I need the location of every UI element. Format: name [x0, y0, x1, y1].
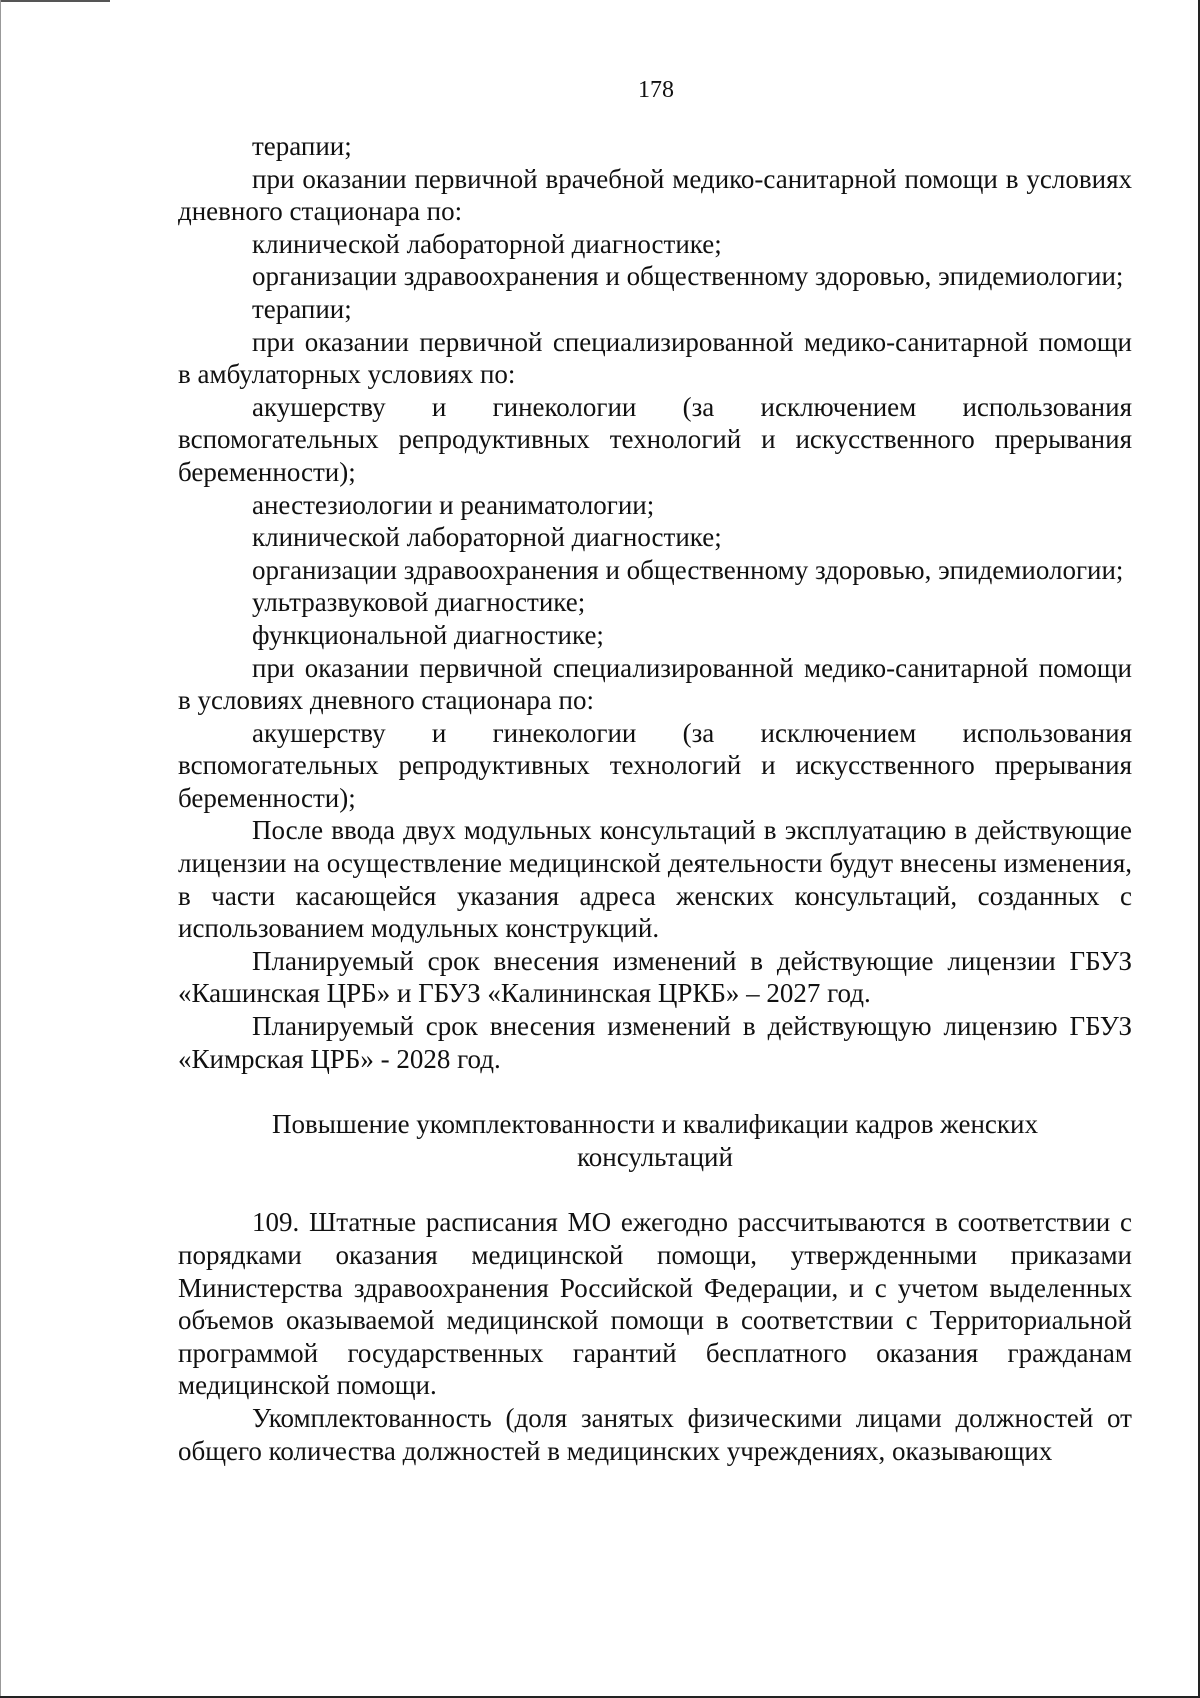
section-heading: Повышение укомплектованности и квалификации кадров женских консультаций — [272, 1109, 1038, 1172]
paragraph-11: ультразвуковой диагностике; — [252, 587, 586, 618]
document-body — [178, 130, 1132, 1467]
paragraph-4: организации здравоохранения и общественному здоровью, эпидемиологии; — [252, 261, 1124, 292]
paragraph-15: После ввода двух модульных консультаций в эксплуатацию в действующие лицензии на осуществление медицинской деятельности будут внесены изменения, в части касающейся указания адреса женских консультаций, созданных с использованием модульных конструкций. — [178, 815, 1132, 944]
paragraph-9: клинической лабораторной диагностике; — [252, 522, 722, 553]
section-paragraph-1: 109. Штатные расписания МО ежегодно рассчитываются в соответствии с порядками оказания медицинской помощи, утвержденными приказами Министерства здравоохранения Российской Федерации, и с учетом выделенных объемов оказываемой медицинской помощи в соответствии с Территориальной программой государственных гарантий бесплатного оказания гражданам медицинской помощи. — [178, 1207, 1132, 1401]
paragraph-1: терапии; — [252, 131, 352, 161]
section-paragraph-2: Укомплектованность (доля занятых физическими лицами должностей от общего количества должностей в медицинских учреждениях, оказывающих — [178, 1402, 1132, 1466]
paragraph-13: при оказании первичной специализированной медико-санитарной помощи в условиях дневного стационара по: — [178, 652, 1132, 716]
paragraph-16: Планируемый срок внесения изменений в действующие лицензии ГБУЗ «Кашинская ЦРБ» и ГБУЗ «Калининская ЦРКБ» – 2027 год. — [178, 945, 1132, 1009]
paragraph-3: клинической лабораторной диагностике; — [252, 228, 722, 259]
page-number: 178 — [638, 77, 674, 103]
scan-edge-top — [0, 0, 110, 2]
paragraph-2: при оказании первичной врачебной медико-санитарной помощи в условиях дневного стационара по: — [178, 163, 1132, 227]
paragraph-12: функциональной диагностике; — [252, 619, 604, 650]
paragraph-6: при оказании первичной специализированной медико-санитарной помощи в амбулаторных условиях по: — [178, 326, 1132, 390]
paragraph-14: акушерству и гинекологии (за исключением использования вспомогательных репродуктивных технологий и искусственного прерывания беременности); — [178, 717, 1132, 813]
paragraph-8: анестезиологии и реаниматологии; — [252, 489, 655, 520]
paragraph-7: акушерству и гинекологии (за исключением использования вспомогательных репродуктивных технологий и искусственного прерывания беременности); — [178, 391, 1132, 487]
scan-edge-left — [0, 0, 1, 1698]
paragraph-10: организации здравоохранения и общественному здоровью, эпидемиологии; — [252, 554, 1124, 585]
paragraph-5: терапии; — [252, 293, 352, 324]
paragraph-17: Планируемый срок внесения изменений в действующую лицензию ГБУЗ «Кимрская ЦРБ» - 2028 год. — [178, 1011, 1132, 1074]
